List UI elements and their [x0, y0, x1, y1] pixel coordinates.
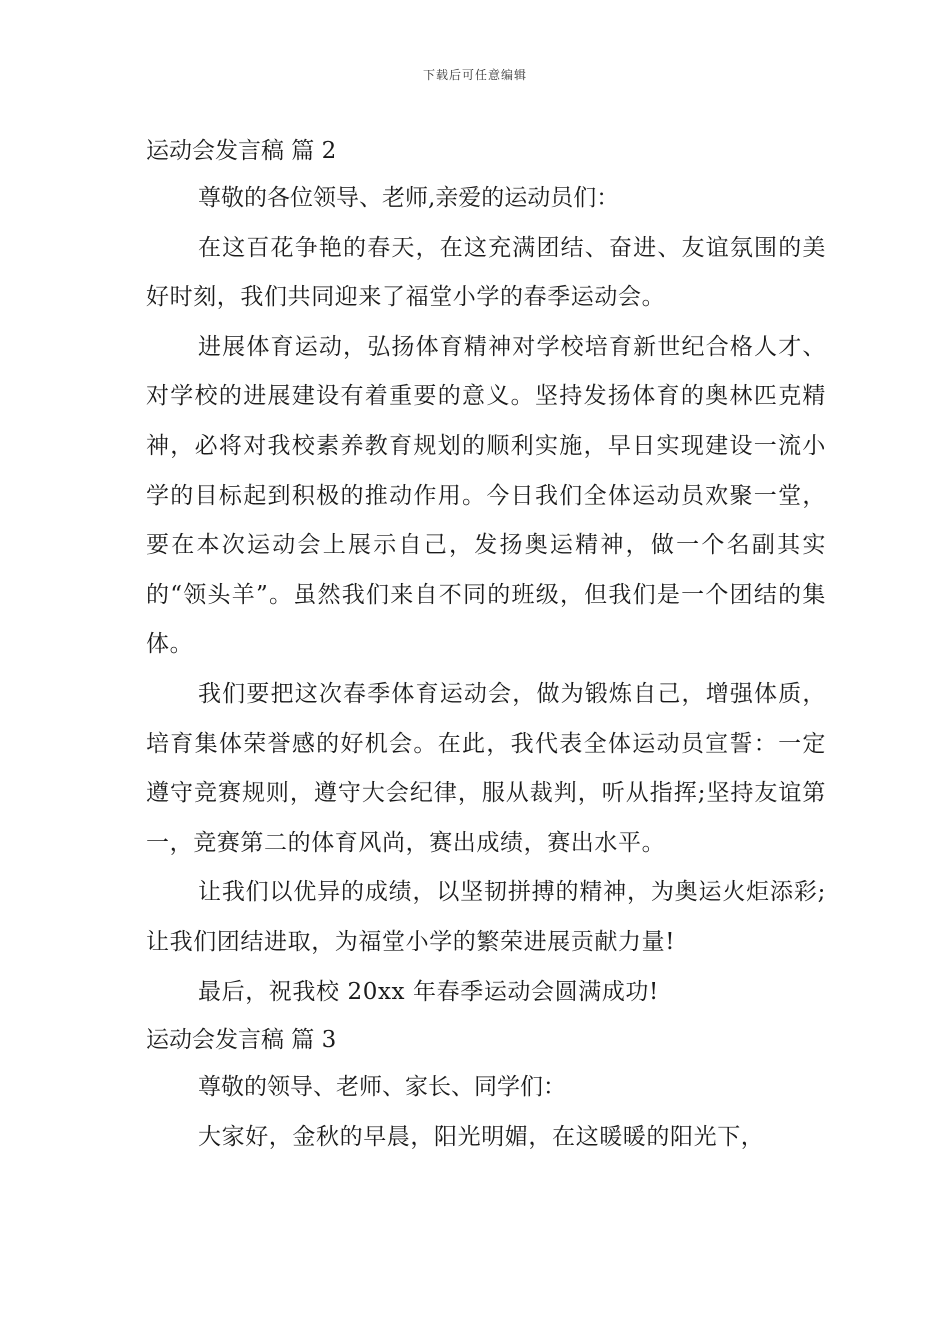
- paragraph: 进展体育运动，弘扬体育精神对学校培育新世纪合格人才、对学校的进展建设有着重要的意义。坚持发扬体育的奥林匹克精神，必将对我校素养教育规划的顺利实施，早日实现建设一流小学的目标起到积极的推动作用。今日我们全体运动员欢聚一堂，要在本次运动会上展示自己，发扬奥运精神，做一个名副其实的“领头羊”。虽然我们来自不同的班级，但我们是一个团结的集体。: [146, 333, 826, 658]
- paragraph: 大家好，金秋的早晨，阳光明媚，在这暖暖的阳光下，: [198, 1123, 765, 1150]
- salutation: 尊敬的各位领导、老师,亲爱的运动员们：: [198, 185, 620, 211]
- section-heading: 运动会发言稿 篇 2: [146, 138, 337, 164]
- paragraph: 让我们以优异的成绩，以坚韧拼搏的精神，为奥运火炬添彩;让我们团结进取，为福堂小学的繁荣进展贡献力量!: [146, 879, 826, 955]
- section-heading: 运动会发言稿 篇 3: [146, 1027, 337, 1054]
- header-note: 下载后可任意编辑: [422, 68, 527, 82]
- document-body: [146, 128, 826, 1162]
- paragraph: 最后，祝我校 20xx 年春季运动会圆满成功!: [198, 978, 659, 1005]
- salutation: 尊敬的领导、老师、家长、同学们：: [198, 1074, 566, 1101]
- paragraph: 在这百花争艳的春天，在这充满团结、奋进、友谊氛围的美好时刻，我们共同迎来了福堂小学的春季运动会。: [146, 234, 826, 311]
- paragraph: 我们要把这次春季体育运动会，做为锻炼自己，增强体质，培育集体荣誉感的好机会。在此，我代表全体运动员宣誓：一定遵守竞赛规则，遵守大会纪律，服从裁判，听从指挥;坚持友谊第一，竞赛第二的体育风尚，赛出成绩，赛出水平。: [146, 680, 826, 856]
